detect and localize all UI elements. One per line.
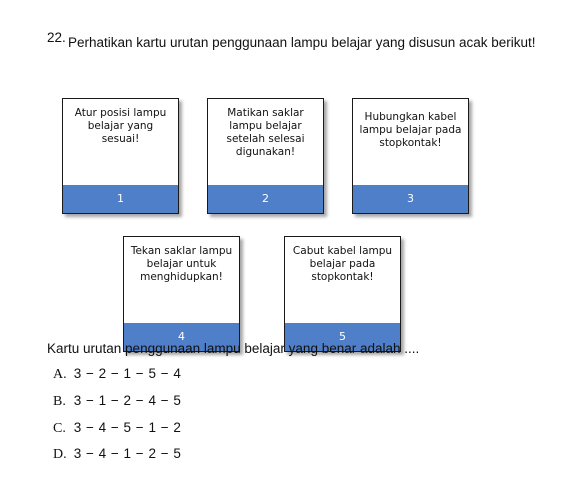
option-c[interactable] <box>53 420 181 437</box>
card-text: Atur posisi lampu belajar yang sesuai! <box>74 107 167 145</box>
card-number: 3 <box>353 185 468 213</box>
card-2 <box>207 98 324 214</box>
card-5 <box>284 236 401 352</box>
card-text: Tekan saklar lampu belajar untuk menghidupkan! <box>130 245 233 283</box>
card-text: Cabut kabel lampu belajar pada stopkontak! <box>292 245 393 283</box>
card-number: 1 <box>63 185 178 213</box>
option-sequence: 3 − 2 − 1 − 5 − 4 <box>73 366 182 381</box>
option-letter: D. <box>53 447 67 462</box>
card-number: 4 <box>124 323 239 351</box>
card-text: Matikan saklar lampu belajar setelah selesai digunakan! <box>226 107 305 158</box>
option-letter: B. <box>53 394 66 409</box>
option-letter: C. <box>53 421 66 436</box>
option-a[interactable] <box>53 366 181 383</box>
option-letter: A. <box>53 367 67 382</box>
question-number: 22. <box>47 30 66 45</box>
option-sequence: 3 − 4 − 5 − 1 − 2 <box>73 420 182 435</box>
option-sequence: 3 − 4 − 1 − 2 − 5 <box>73 446 182 461</box>
card-number: 5 <box>285 323 400 351</box>
card-1 <box>62 98 179 214</box>
card-4 <box>123 236 240 352</box>
option-sequence: 3 − 1 − 2 − 4 − 5 <box>73 393 182 408</box>
card-3 <box>352 98 469 214</box>
card-text: Hubungkan kabel lampu belajar pada stopkontak! <box>359 111 462 149</box>
card-number: 2 <box>208 185 323 213</box>
option-b[interactable] <box>53 393 181 410</box>
option-d[interactable] <box>53 446 181 463</box>
question-text: Perhatikan kartu urutan penggunaan lampu belajar yang disusun acak berikut! <box>68 35 536 50</box>
answer-prompt: Kartu urutan penggunaan lampu belajar yang benar adalah .... <box>47 341 420 356</box>
